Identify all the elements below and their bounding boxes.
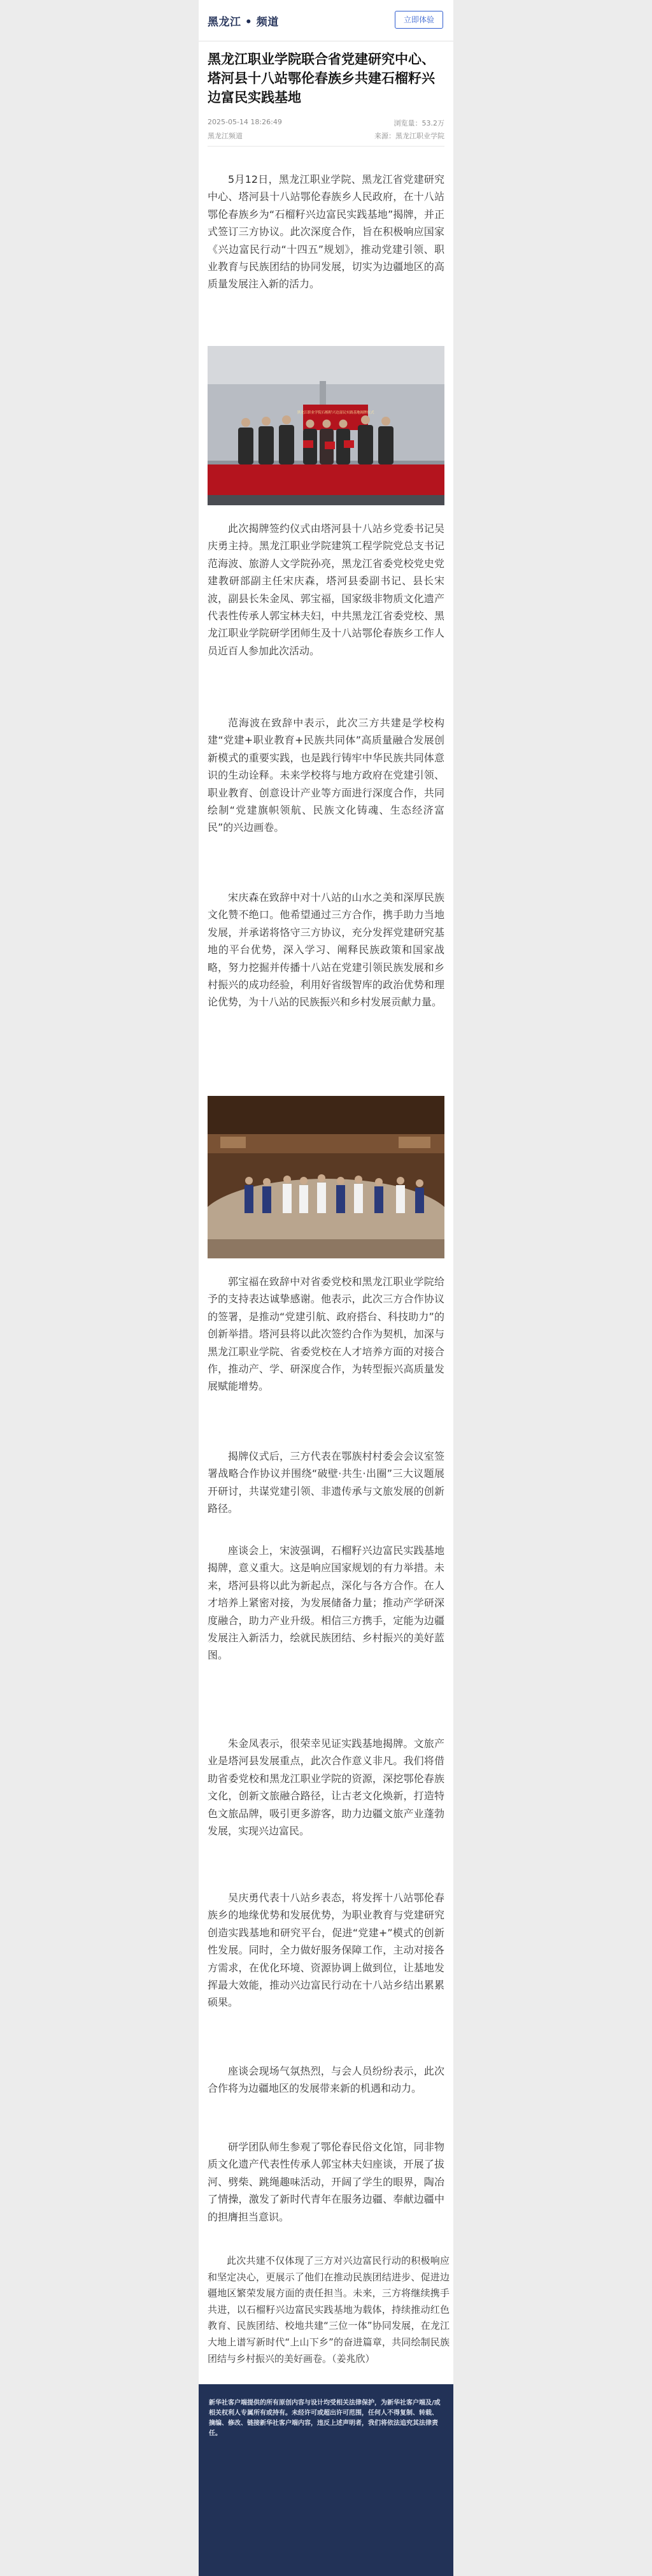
article-page	[199, 0, 453, 2576]
source-value: 黑龙江职业学院	[395, 132, 444, 140]
views-value: 53.2万	[422, 119, 444, 127]
paragraph-3: 范海波在致辞中表示，此次三方共建是学校构建“党建+职业教育+民族共同体”高质量融合发展创新模式的重要实践，也是践行铸牢中华民族共同体意识的生动诠释。未来学校将与地方政府在党建引领、职业教育、创意设计产业等方面进行深度合作，共同绘制“党建旗帜领航、民族文化铸魂、生态经济富民”的兴边画卷。	[208, 717, 444, 834]
meta-divider	[208, 146, 444, 147]
paragraph-9: 吴庆勇代表十八站乡表态，将发挥十八站鄂伦春族乡的地缘优势和发展优势，为职业教育与党建研究创造实践基地和研究平台，促进“党建+”模式的创新性发展。同时，全力做好服务保障工作，主动对接各方需求，在优化环境、资源协调上做到位，让基地发挥最大效能，推动兴边富民行动在十八站乡结出累累硕果。	[208, 1892, 444, 2009]
channel-logo[interactable]: 黑龙江 • 频道	[208, 16, 279, 29]
paragraph-4: 宋庆森在致辞中对十八站的山水之美和深厚民族文化赞不绝口。他希望通过三方合作，携手助力当地发展，并承诺将恪守三方协议，充分发挥党建研究基地的平台优势，深入学习、阐释民族政策和国家战略，努力挖掘并传播十八站在党建引领民族发展和乡村振兴的成功经验，利用好省级智库的政治优势和理论优势，为十八站的民族振兴和乡村发展贡献力量。	[208, 891, 444, 1009]
ceremony-banner-text: 黑龙江职业学院石榴籽兴边富民实践基地揭牌仪式	[297, 411, 374, 415]
paragraph-12: 此次共建不仅体现了三方对兴边富民行动的积极响应和坚定决心，更展示了他们在推动民族团结进步、促进边疆地区繁荣发展方面的责任担当。未来，三方将继续携手共进，以石榴籽兴边富民实践基地为载体，持续推动红色教育、民族团结、校地共建“三位一体”协同发展，在龙江大地上谱写新时代“上山下乡”的奋进篇章，共同绘制民族团结与乡村振兴的美好画卷。（姜兆欣）	[208, 2255, 450, 2364]
photo-dance-performance	[208, 1096, 444, 1258]
meta-row-2	[208, 131, 444, 141]
paragraph-5: 郭宝福在致辞中对省委党校和黑龙江职业学院给予的支持表达诚挚感谢。他表示，此次三方合作协议的签署，是推动“党建引航、政府搭台、科技助力”的创新举措。塔河县将以此次签约合作为契机，加深与黑龙江职业学院、省委党校在人才培养方面的对接合作，推动产、学、研深度合作，为转型振兴高质量发展赋能增势。	[208, 1276, 444, 1393]
top-bar	[199, 0, 453, 41]
source-label: 来源：	[374, 132, 395, 140]
dance-performance-image	[208, 1096, 444, 1258]
paragraph-6: 揭牌仪式后，三方代表在鄂族村村委会会议室签署战略合作协议并围绕“破壁·共生·出圈”三大议题展开研讨，共谋党建引领、非遗传承与文旅发展的创新路径。	[208, 1450, 444, 1515]
article-title: 黑龙江职业学院联合省党建研究中心、塔河县十八站鄂伦春族乡共建石榴籽兴边富民实践基地	[208, 52, 435, 105]
paragraph-2: 此次揭牌签约仪式由塔河县十八站乡党委书记吴庆勇主持。黑龙江职业学院建筑工程学院党总支书记范海波、旅游人文学院孙亮，黑龙江省委党校党史党建教研部副主任宋庆森，塔河县委副书记、县长宋波，副县长朱金凤、郭宝福，国家级非物质文化遗产代表性传承人郭宝林夫妇，中共黑龙江省委党校、黑龙江职业学院研学团师生及十八站鄂伦春族乡工作人员近百人参加此次活动。	[208, 522, 444, 657]
paragraph-7: 座谈会上，宋波强调，石榴籽兴边富民实践基地揭牌，意义重大。这是响应国家规划的有力举措。未来，塔河县将以此为新起点，深化与各方合作。在人才培养上紧密对接，为发展储备力量；推动产学研深度融合，助力产业升级。相信三方携手，定能为边疆发展注入新活力，绘就民族团结、乡村振兴的美好蓝图。	[208, 1544, 444, 1662]
meta-row-1	[208, 118, 444, 126]
copyright-footer	[199, 2384, 453, 2576]
paragraph-10: 座谈会现场气氛热烈，与会人员纷纷表示，此次合作将为边疆地区的发展带来新的机遇和动力。	[208, 2065, 444, 2095]
view-count	[394, 118, 445, 128]
photo-signing-ceremony	[208, 346, 444, 505]
article-source	[374, 131, 444, 141]
views-label: 浏览量：	[393, 119, 422, 127]
copyright-notice: 新华社客户端提供的所有原创内容与设计均受相关法律保护，为新华社客户端及/或相关权利人专属所有或持有。未经许可或超出许可范围，任何人不得复制、转载、摘编、修改、链接新华社客户端内容，违反上述声明者，我们将依法追究其法律责任。	[209, 2400, 441, 2437]
channel-name[interactable]: 黑龙江频道	[208, 132, 243, 140]
paragraph-8: 朱金凤表示，很荣幸见证实践基地揭牌。文旅产业是塔河县发展重点，此次合作意义非凡。我们将借助省委党校和黑龙江职业学院的资源，深挖鄂伦春族文化，创新文旅融合路径，让古老文化焕新，打造特色文旅品牌，吸引更多游客，助力边疆文旅产业蓬勃发展，实现兴边富民。	[208, 1738, 444, 1838]
open-app-button[interactable]: 立即体验	[395, 11, 443, 29]
paragraph-11: 研学团队师生参观了鄂伦春民俗文化馆，同非物质文化遗产代表性传承人郭宝林夫妇座谈，开展了拔河、劈柴、跳绳趣味活动，开阔了学生的眼界，陶冶了情操，激发了新时代青年在服务边疆、奉献边疆中的担膺担当意识。	[208, 2141, 444, 2223]
paragraph-1: 5月12日，黑龙江职业学院、黑龙江省党建研究中心、塔河县十八站鄂伦春族乡人民政府，在十八站鄂伦春族乡为“石榴籽兴边富民实践基地”揭牌，并正式签订三方协议。此次深度合作，旨在积极响应国家《兴边富民行动“十四五”规划》，推动党建引领、职业教育与民族团结的协同发展，切实为边疆地区的高质量发展注入新的活力。	[208, 173, 444, 291]
signing-ceremony-image	[208, 346, 444, 505]
publish-datetime: 2025-05-14 18:26:49	[208, 118, 282, 126]
